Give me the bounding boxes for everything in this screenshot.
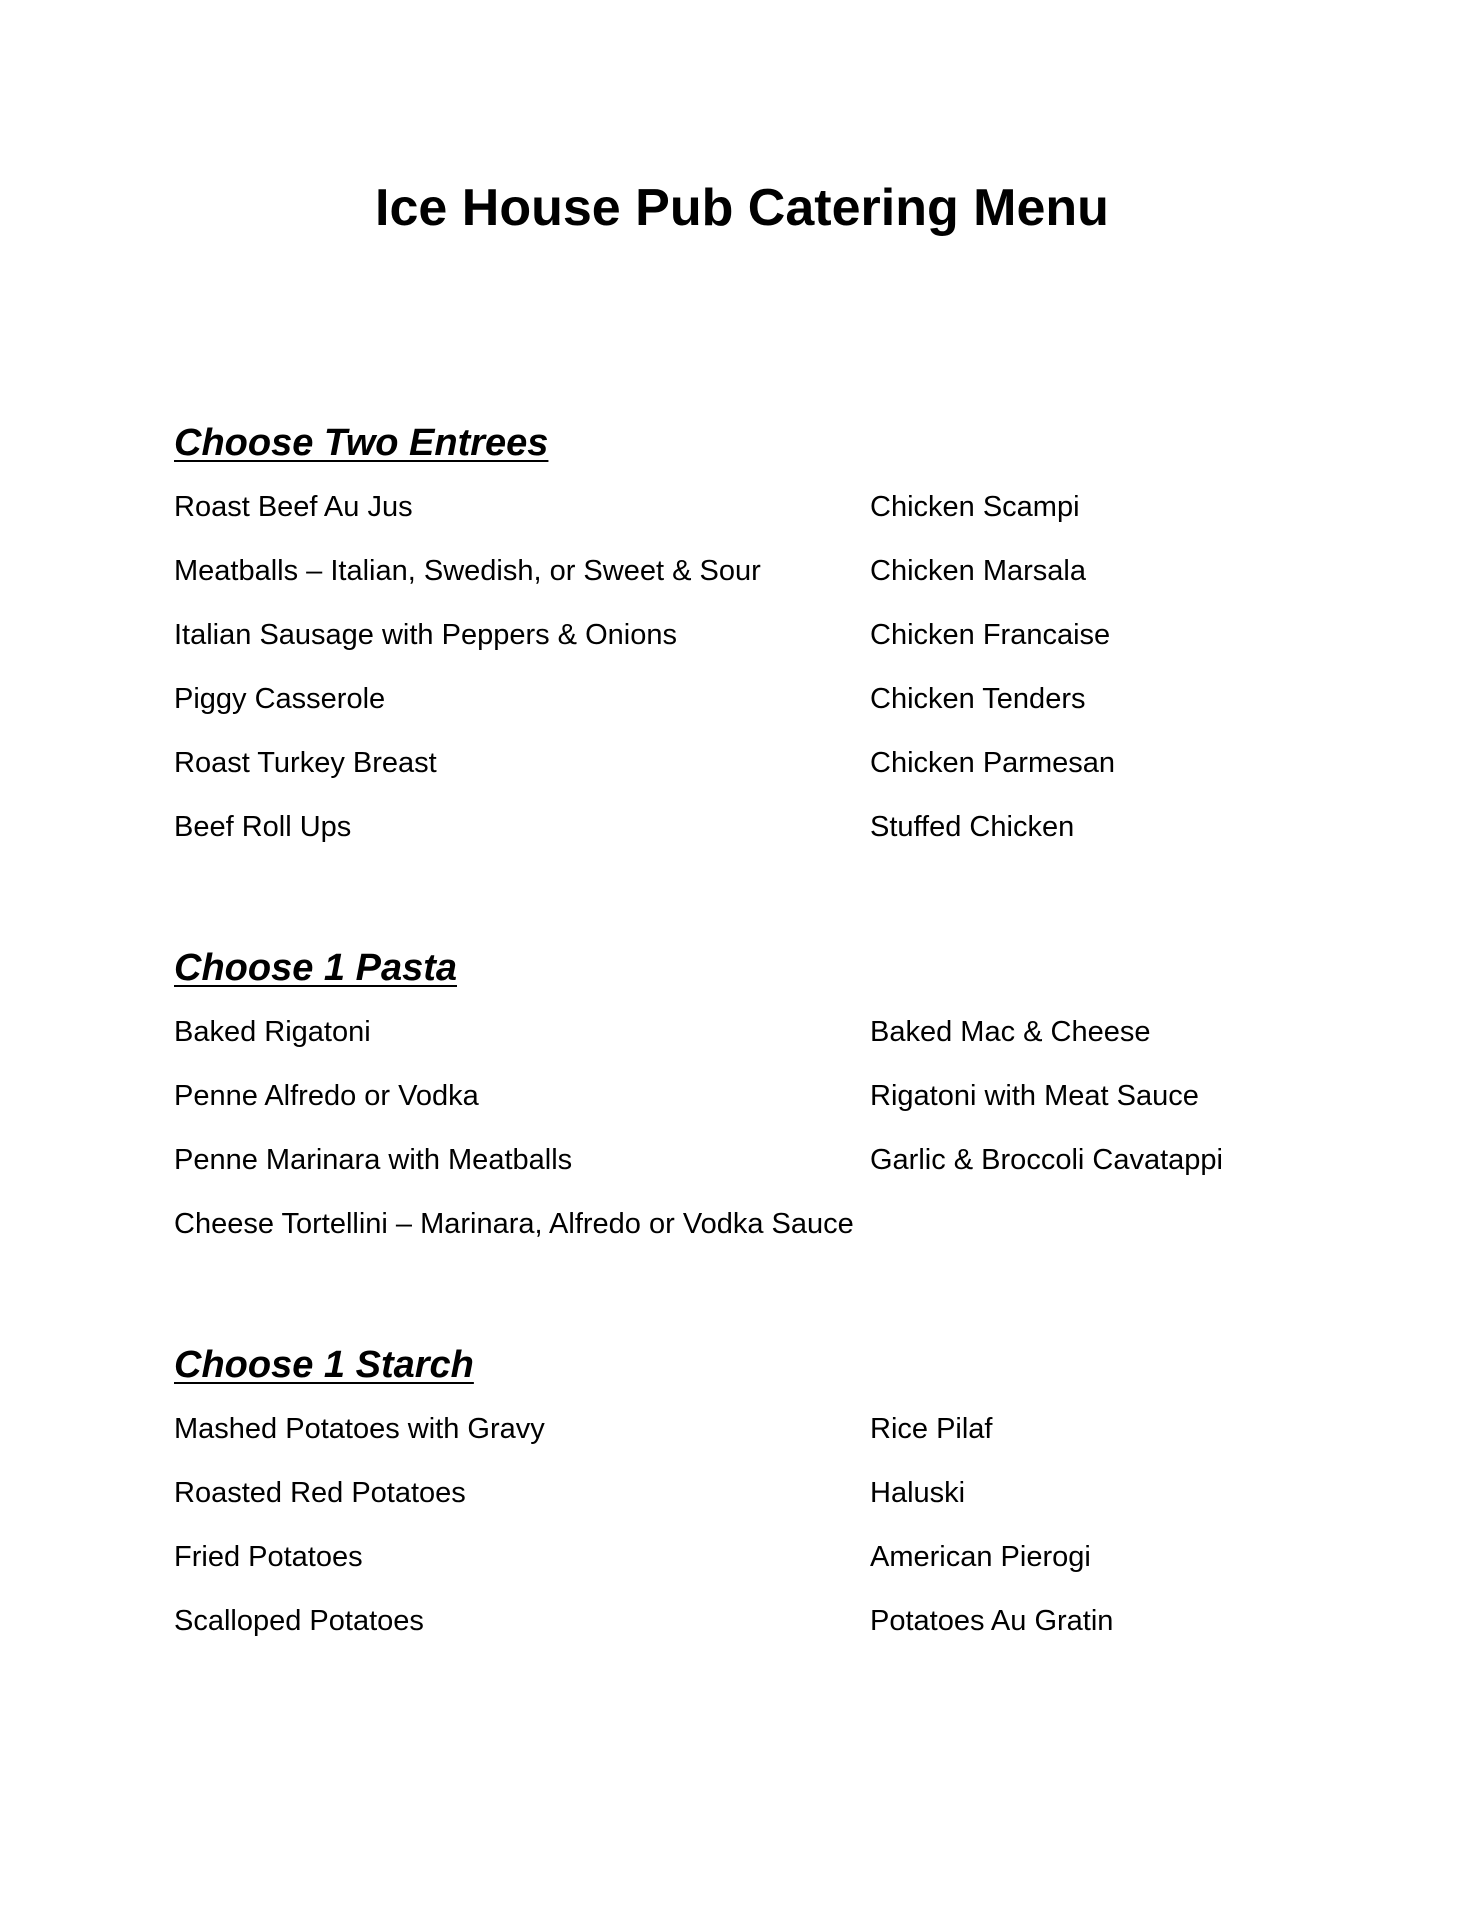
pasta-item-baked-rigatoni: Baked Rigatoni xyxy=(174,1016,371,1048)
starch-item-american-pierogi: American Pierogi xyxy=(870,1541,1091,1573)
starch-item-scalloped-potatoes: Scalloped Potatoes xyxy=(174,1605,424,1637)
pasta-list xyxy=(174,1007,1324,1199)
pasta-item-garlic-broccoli: Garlic & Broccoli Cavatappi xyxy=(870,1144,1223,1176)
starch-item-fried-potatoes: Fried Potatoes xyxy=(174,1541,363,1573)
pasta-item-cheese-tortellini: Cheese Tortellini – Marinara, Alfredo or Vodka Sauce xyxy=(174,1208,854,1240)
entree-item-chicken-parmesan: Chicken Parmesan xyxy=(870,747,1115,779)
starch-item-potatoes-au-gratin: Potatoes Au Gratin xyxy=(870,1605,1114,1637)
entree-item-piggy-casserole: Piggy Casserole xyxy=(174,683,386,715)
entree-item-roast-turkey: Roast Turkey Breast xyxy=(174,747,437,779)
pasta-heading: Choose 1 Pasta xyxy=(174,947,457,989)
entree-item-italian-sausage: Italian Sausage with Peppers & Onions xyxy=(174,619,677,651)
entrees-list xyxy=(174,482,1324,866)
entree-item-roast-beef: Roast Beef Au Jus xyxy=(174,491,413,523)
pasta-section xyxy=(174,943,1324,1263)
entree-item-chicken-scampi: Chicken Scampi xyxy=(870,491,1080,523)
pasta-item-rigatoni-meat-sauce: Rigatoni with Meat Sauce xyxy=(870,1080,1199,1112)
entrees-section xyxy=(174,418,1324,866)
starch-item-haluski: Haluski xyxy=(870,1477,966,1509)
entree-item-meatballs: Meatballs – Italian, Swedish, or Sweet & Sour xyxy=(174,555,761,587)
entrees-heading: Choose Two Entrees xyxy=(174,422,549,464)
starch-item-roasted-red-potatoes: Roasted Red Potatoes xyxy=(174,1477,466,1509)
starch-section xyxy=(174,1340,1324,1660)
page-title: Ice House Pub Catering Menu xyxy=(375,179,1109,237)
entree-item-stuffed-chicken: Stuffed Chicken xyxy=(870,811,1075,843)
starch-item-mashed-potatoes: Mashed Potatoes with Gravy xyxy=(174,1413,545,1445)
starch-heading: Choose 1 Starch xyxy=(174,1344,474,1386)
starch-item-rice-pilaf: Rice Pilaf xyxy=(870,1413,993,1445)
pasta-item-baked-mac-cheese: Baked Mac & Cheese xyxy=(870,1016,1151,1048)
entree-item-beef-roll-ups: Beef Roll Ups xyxy=(174,811,352,843)
entree-item-chicken-francaise: Chicken Francaise xyxy=(870,619,1111,651)
pasta-item-penne-alfredo: Penne Alfredo or Vodka xyxy=(174,1080,479,1112)
pasta-item-penne-marinara: Penne Marinara with Meatballs xyxy=(174,1144,573,1176)
entree-item-chicken-tenders: Chicken Tenders xyxy=(870,683,1086,715)
entree-item-chicken-marsala: Chicken Marsala xyxy=(870,555,1086,587)
starch-list xyxy=(174,1404,1324,1660)
